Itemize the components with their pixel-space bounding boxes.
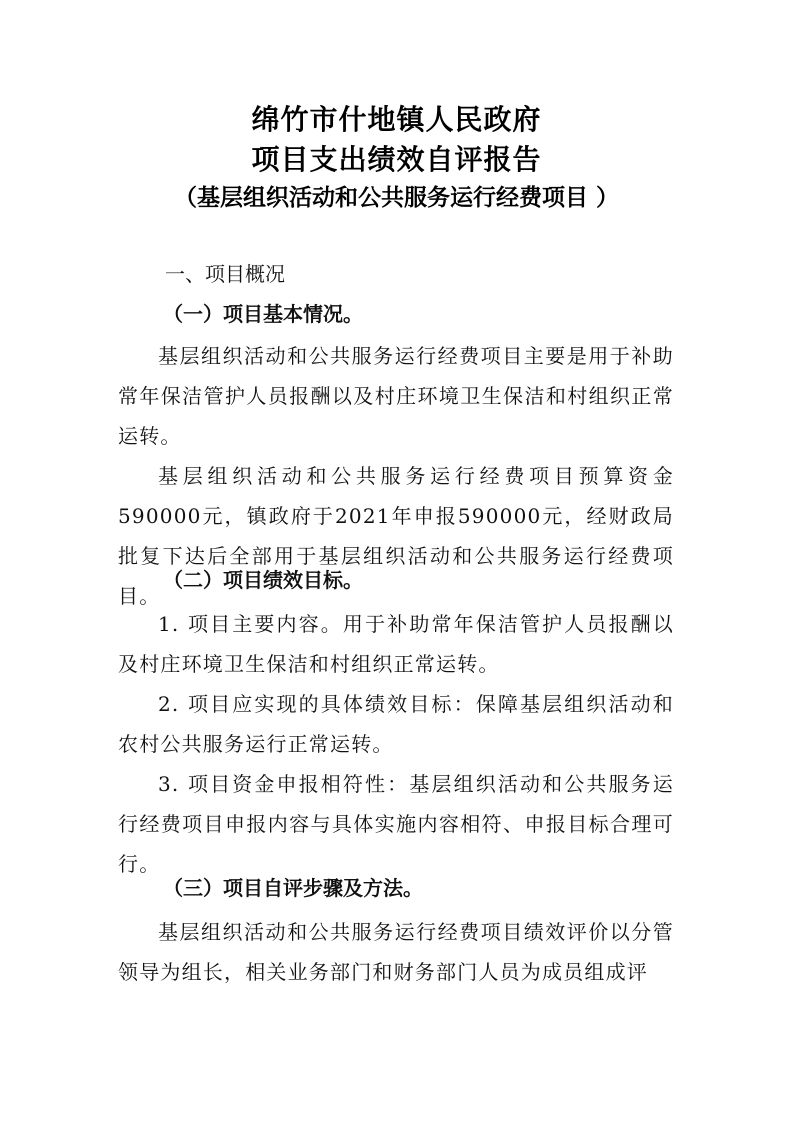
section-heading-overview: 一、项目概况	[165, 262, 285, 286]
list-item-performance-target: 2. 项目应实现的具体绩效目标：保障基层组织活动和农村公共服务运行正常运转。	[118, 692, 674, 756]
subsection-heading-performance-goals: （二）项目绩效目标。	[163, 568, 363, 592]
subsection-heading-self-evaluation: （三）项目自评步骤及方法。	[163, 876, 423, 900]
list-item-main-content: 1. 项目主要内容。用于补助常年保洁管护人员报酬以及村庄环境卫生保洁和村组织正常运转。	[118, 612, 674, 676]
document-title-line-1: 绵竹市什地镇人民政府	[251, 103, 542, 136]
paragraph-project-purpose: 基层组织活动和公共服务运行经费项目主要是用于补助常年保洁管护人员报酬以及村庄环境卫生保洁和村组织正常运转。	[118, 344, 674, 448]
paragraph-project-budget: 基层组织活动和公共服务运行经费项目预算资金590000元，镇政府于2021年申报590000元，经财政局批复下达后全部用于基层组织活动和公共服务运行经费项目。	[118, 464, 674, 608]
document-title-line-2: 项目支出绩效自评报告	[251, 143, 542, 176]
subsection-heading-basic-info: （一）项目基本情况。	[163, 302, 363, 326]
document-subtitle: （基层组织活动和公共服务运行经费项目 ）	[173, 184, 619, 211]
list-item-fund-conformity: 3. 项目资金申报相符性：基层组织活动和公共服务运行经费项目申报内容与具体实施内容相符、申报目标合理可行。	[118, 772, 674, 876]
paragraph-evaluation-method: 基层组织活动和公共服务运行经费项目绩效评价以分管领导为组长，相关业务部门和财务部门人员为成员组成评	[118, 920, 674, 984]
